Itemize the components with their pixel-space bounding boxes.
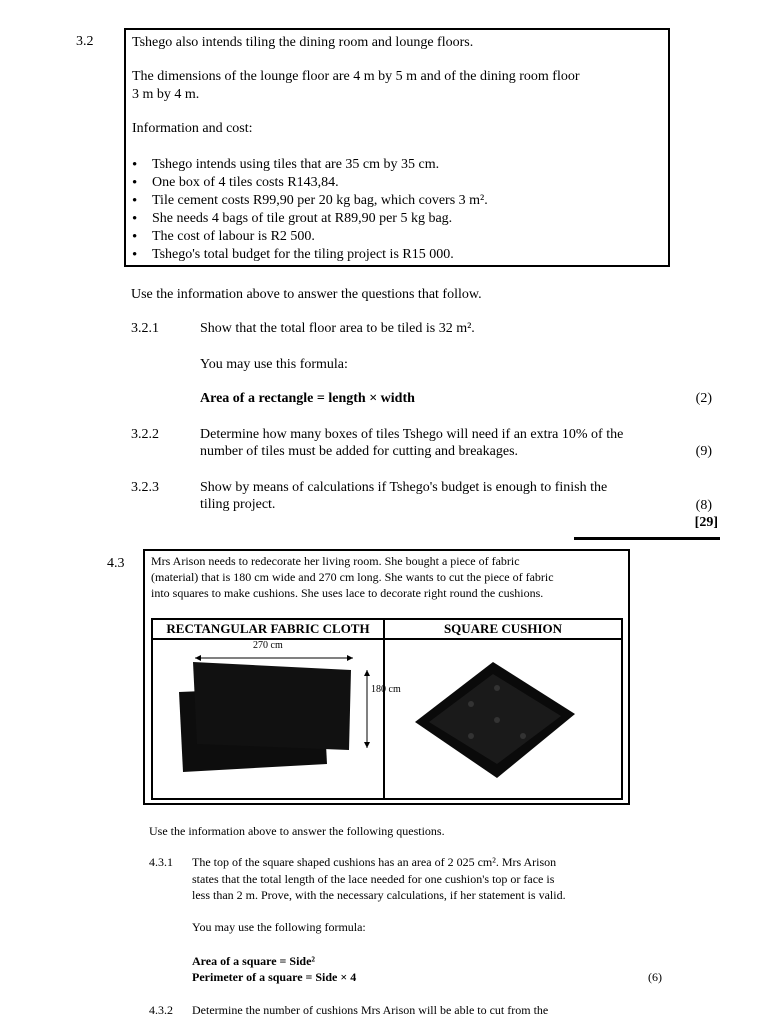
info-box-3-2	[124, 28, 670, 267]
question-number-3-2-2: 3.2.2	[131, 427, 159, 442]
fabric-intro-line-3: into squares to make cushions. She uses lace to decorate right round the cushions.	[151, 586, 544, 600]
fabric-cloth-header: RECTANGULAR FABRIC CLOTH	[166, 621, 370, 636]
instruction-4-3: Use the information above to answer the following questions.	[149, 824, 445, 838]
question-number-4-3-1: 4.3.1	[149, 855, 173, 869]
fabric-cloth-image	[153, 640, 383, 798]
question-text-3-2-1: Show that the total floor area to be tiled is 32 m².	[200, 321, 475, 336]
instruction-3-2: Use the information above to answer the questions that follow.	[131, 287, 482, 302]
fabric-intro-line-2: (material) that is 180 cm wide and 270 cm long. She wants to cut the piece of fabric	[151, 570, 554, 584]
formula-rectangle-area: Area of a rectangle = length × width	[200, 391, 415, 406]
bullet-item: • Tshego intends using tiles that are 35 cm by 35 cm.	[128, 156, 658, 174]
marks-3-2-3: (8)	[695, 498, 712, 513]
question-number-3-2: 3.2	[76, 34, 94, 49]
length-label: 270 cm	[253, 640, 283, 651]
fabric-table	[151, 618, 622, 796]
intro-text: Tshego also intends tiling the dining room and lounge floors.	[132, 35, 474, 50]
question-number-3-2-3: 3.2.3	[131, 480, 159, 495]
bullet-item: • Tshego's total budget for the tiling project is R15 000.	[128, 246, 658, 264]
question-text-3-2-2-line-1: Determine how many boxes of tiles Tshego will need if an extra 10% of the	[200, 427, 624, 442]
formula-intro-4-3-1: You may use the following formula:	[192, 920, 366, 934]
formula-square-perimeter: Perimeter of a square = Side × 4	[192, 970, 357, 984]
cost-bullet-list	[128, 156, 658, 264]
marks-3-2-1: (2)	[695, 391, 712, 406]
question-text-4-3-1-line-3: less than 2 m. Prove, with the necessary calculations, if her statement is valid.	[192, 888, 566, 902]
question-text-3-2-3-line-2: tiling project.	[200, 497, 276, 512]
square-cushion-header: SQUARE CUSHION	[443, 621, 563, 636]
question-number-3-2-1: 3.2.1	[131, 321, 159, 336]
square-cushion-image	[385, 640, 621, 798]
question-text-4-3-1-line-2: states that the total length of the lace needed for one cushion's top or face is	[192, 872, 555, 886]
dimensions-line-1: The dimensions of the lounge floor are 4 m by 5 m and of the dining room floor	[132, 69, 580, 84]
question-number-4-3-2: 4.3.2	[149, 1003, 173, 1017]
info-heading: Information and cost:	[132, 121, 253, 136]
question-text-4-3-1-line-1: The top of the square shaped cushions has an area of 2 025 cm². Mrs Arison	[192, 855, 557, 869]
bullet-item: • Tile cement costs R99,90 per 20 kg bag, which covers 3 m².	[128, 192, 658, 210]
bullet-item: • The cost of labour is R2 500.	[128, 228, 658, 246]
dimensions-line-2: 3 m by 4 m.	[132, 87, 200, 102]
bullet-item: • One box of 4 tiles costs R143,84.	[128, 174, 658, 192]
question-number-4-3: 4.3	[107, 556, 125, 571]
fabric-intro-line-1: Mrs Arison needs to redecorate her living room. She bought a piece of fabric	[151, 554, 520, 568]
bullet-item: • She needs 4 bags of tile grout at R89,90 per 5 kg bag.	[128, 210, 658, 228]
marks-4-3-1: (6)	[648, 970, 662, 984]
width-label: 180 cm	[371, 684, 401, 695]
formula-intro-3-2-1: You may use this formula:	[200, 357, 348, 372]
formula-square-area: Area of a square = Side²	[192, 954, 315, 968]
question-text-3-2-2-line-2: number of tiles must be added for cutting and breakages.	[200, 444, 519, 459]
question-text-3-2-3-line-1: Show by means of calculations if Tshego's budget is enough to finish the	[200, 480, 608, 495]
marks-3-2-2: (9)	[695, 444, 712, 459]
fabric-cloth-illustration	[153, 640, 401, 798]
question-text-4-3-2-line-1: Determine the number of cushions Mrs Arison will be able to cut from the	[192, 1003, 549, 1017]
info-box-4-3	[143, 549, 630, 805]
section-total: [29]	[694, 515, 718, 530]
section-divider	[574, 537, 720, 540]
